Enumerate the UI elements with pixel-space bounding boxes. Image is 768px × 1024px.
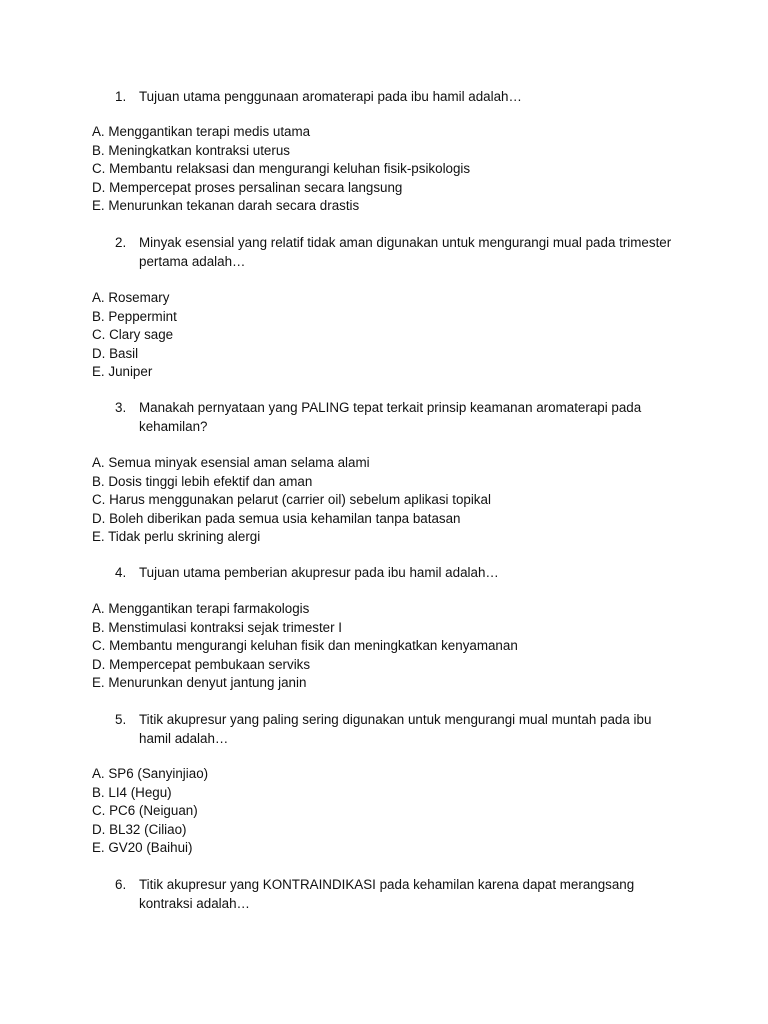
question-number: 1. bbox=[115, 89, 127, 104]
question-text: Minyak esensial yang relatif tidak aman digunakan untuk mengurangi mual pada trimester pertama adalah… bbox=[139, 235, 672, 269]
option-c: C. Membantu mengurangi keluhan fisik dan meningkatkan kenyamanan bbox=[92, 638, 518, 654]
option-c: C. Clary sage bbox=[92, 327, 174, 343]
option-e: E. Juniper bbox=[92, 364, 153, 380]
option-b: B. LI4 (Hegu) bbox=[92, 784, 172, 800]
options-list-5 bbox=[92, 765, 692, 858]
option-c: C. Membantu relaksasi dan mengurangi keluhan fisik-psikologis bbox=[92, 161, 471, 177]
option-a: A. Rosemary bbox=[92, 290, 170, 305]
question-6 bbox=[115, 876, 675, 913]
question-number: 4. bbox=[115, 565, 127, 580]
option-a: A. Semua minyak esensial aman selama alami bbox=[92, 455, 370, 470]
question-text: Titik akupresur yang paling sering digunakan untuk mengurangi mual muntah pada ibu hamil adalah… bbox=[139, 712, 652, 746]
question-text: Titik akupresur yang KONTRAINDIKASI pada kehamilan karena dapat merangsang kontraksi adalah… bbox=[139, 877, 635, 911]
question-number: 6. bbox=[115, 877, 127, 892]
question-4 bbox=[115, 564, 675, 583]
option-e: E. Tidak perlu skrining alergi bbox=[92, 529, 261, 545]
option-a: A. Menggantikan terapi farmakologis bbox=[92, 601, 310, 616]
option-b: B. Dosis tinggi lebih efektif dan aman bbox=[92, 473, 313, 489]
option-d: D. Mempercepat proses persalinan secara langsung bbox=[92, 179, 403, 195]
question-5 bbox=[115, 711, 675, 748]
question-2 bbox=[115, 234, 675, 271]
option-a: A. Menggantikan terapi medis utama bbox=[92, 124, 311, 139]
options-list-2 bbox=[92, 289, 692, 382]
option-e: E. Menurunkan denyut jantung janin bbox=[92, 675, 307, 691]
option-b: B. Menstimulasi kontraksi sejak trimester I bbox=[92, 619, 343, 635]
question-text: Manakah pernyataan yang PALING tepat terkait prinsip keamanan aromaterapi pada kehamilan? bbox=[139, 400, 642, 434]
options-list-1 bbox=[92, 123, 692, 216]
option-a: A. SP6 (Sanyinjiao) bbox=[92, 766, 209, 781]
question-3 bbox=[115, 399, 675, 436]
option-e: E. GV20 (Baihui) bbox=[92, 840, 193, 856]
options-list-4 bbox=[92, 600, 692, 693]
question-1 bbox=[115, 88, 675, 107]
question-number: 5. bbox=[115, 712, 127, 727]
question-number: 2. bbox=[115, 235, 127, 250]
option-d: D. Mempercepat pembukaan serviks bbox=[92, 656, 311, 672]
option-b: B. Meningkatkan kontraksi uterus bbox=[92, 142, 290, 158]
question-text: Tujuan utama penggunaan aromaterapi pada ibu hamil adalah… bbox=[139, 89, 522, 104]
option-c: C. PC6 (Neiguan) bbox=[92, 803, 198, 819]
option-e: E. Menurunkan tekanan darah secara drastis bbox=[92, 198, 360, 214]
option-c: C. Harus menggunakan pelarut (carrier oil) sebelum aplikasi topikal bbox=[92, 492, 491, 508]
option-d: D. Basil bbox=[92, 345, 139, 361]
option-d: D. BL32 (Ciliao) bbox=[92, 821, 187, 837]
question-text: Tujuan utama pemberian akupresur pada ibu hamil adalah… bbox=[139, 565, 499, 580]
options-list-3 bbox=[92, 454, 692, 547]
option-b: B. Peppermint bbox=[92, 308, 177, 324]
question-number: 3. bbox=[115, 400, 127, 415]
option-d: D. Boleh diberikan pada semua usia kehamilan tanpa batasan bbox=[92, 510, 461, 526]
